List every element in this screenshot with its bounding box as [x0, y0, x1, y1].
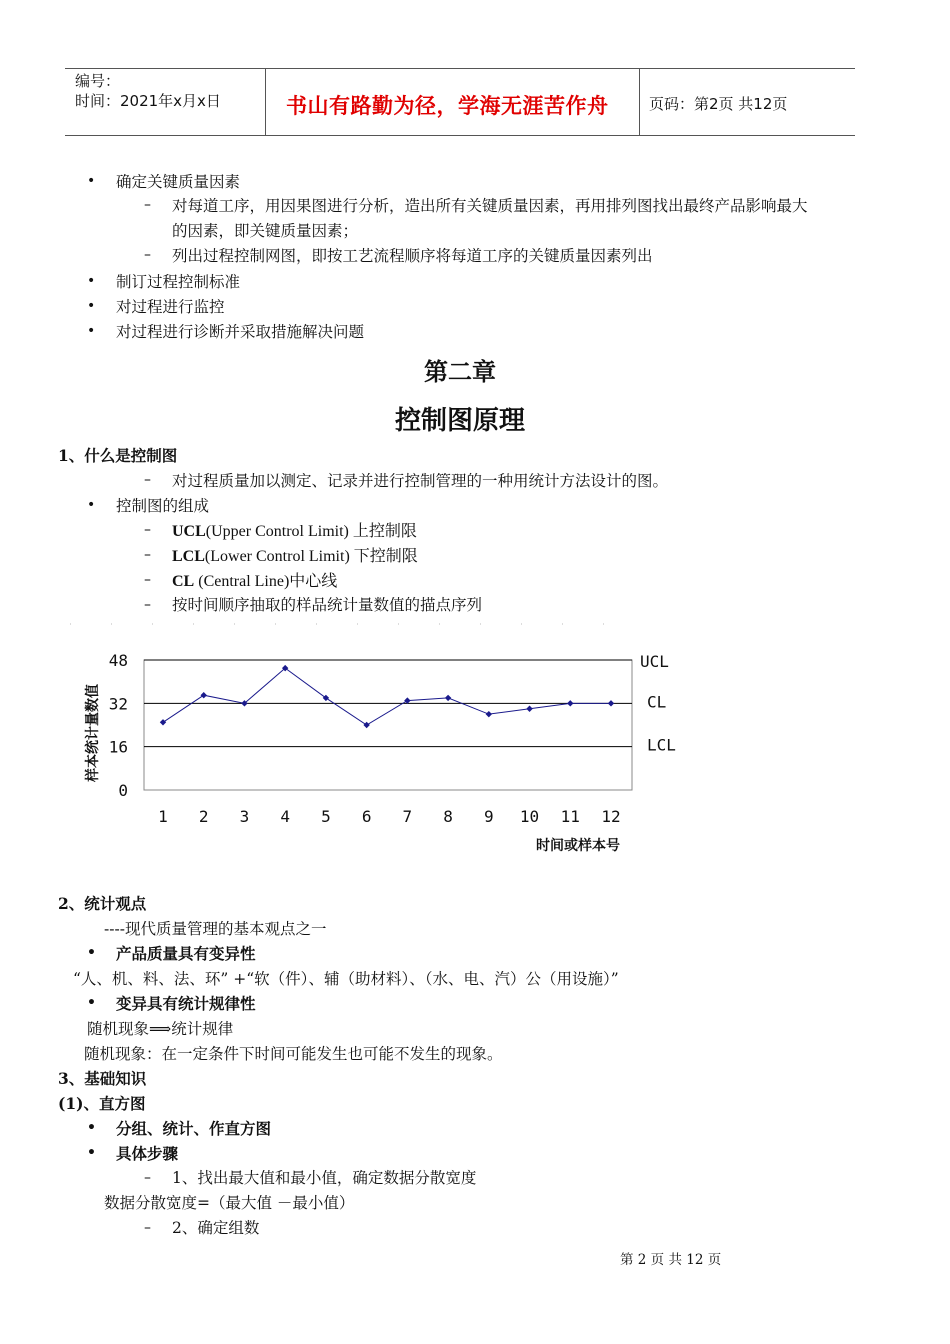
- x-tick-label: 10: [519, 807, 540, 826]
- section-heading: 1、什么是控制图: [58, 446, 178, 465]
- step-text: 2、确定组数: [172, 1219, 260, 1237]
- bullet-icon: •: [87, 298, 96, 314]
- bullet-icon: •: [87, 1145, 96, 1161]
- dash-icon: –: [144, 572, 151, 588]
- page-footer: 第 2 页 共 12 页: [620, 1252, 722, 1268]
- x-tick-label: 4: [280, 807, 291, 826]
- subsection-heading: (1)、直方图: [58, 1094, 146, 1113]
- list-subitem: 对每道工序，用因果图进行分析，造出所有关键质量因素，再用排列图找出最终产品影响最大: [172, 197, 808, 215]
- x-tick-label: 9: [483, 807, 494, 826]
- x-tick-label: 1: [158, 807, 168, 826]
- serial-label: 编号：: [75, 72, 121, 90]
- bullet-icon: •: [87, 945, 96, 961]
- ucl-abbrev: UCL: [172, 523, 206, 540]
- dash-icon: –: [144, 1220, 151, 1236]
- point-heading: 产品质量具有变异性: [116, 944, 256, 963]
- y-axis-title: 样本统计量数值: [85, 684, 101, 782]
- x-axis-title: 时间或样本号: [536, 838, 620, 854]
- dash-icon: –: [144, 597, 151, 613]
- bullet-icon: •: [87, 323, 96, 339]
- list-item: 对过程进行监控: [116, 298, 225, 316]
- dash-icon: –: [144, 472, 151, 488]
- y-tick-label: 16: [108, 737, 128, 757]
- y-tick-label: 0: [118, 781, 128, 800]
- list-item: 确定关键质量因素: [116, 173, 241, 191]
- data-point: [526, 706, 532, 712]
- time-label: 时间：2021年x月x日: [75, 92, 221, 110]
- x-tick-label: 6: [361, 807, 372, 826]
- cl-desc: (Central Line)中心线: [194, 573, 338, 590]
- data-point: [445, 695, 451, 701]
- ucl-item: [172, 518, 417, 541]
- list-item: 对过程进行诊断并采取措施解决问题: [116, 323, 365, 341]
- data-point: [363, 722, 369, 728]
- formula-text: 数据分散宽度=（最大值 －最小值）: [104, 1194, 355, 1212]
- dash-icon: –: [144, 1170, 151, 1186]
- x-tick-label: 2: [198, 807, 209, 826]
- dash-icon: –: [144, 247, 151, 263]
- list-item: 具体步骤: [116, 1144, 179, 1163]
- x-tick-label: 5: [321, 807, 331, 826]
- list-item: 分组、统计、作直方图: [116, 1119, 272, 1138]
- dash-icon: –: [144, 197, 151, 213]
- random-phenomenon-arrow: 随机现象⟹统计规律: [87, 1020, 234, 1038]
- list-subitem-continued: 的因素，即关键质量因素；: [172, 222, 359, 240]
- x-tick-label: 8: [443, 807, 453, 826]
- control-line-label: LCL: [647, 735, 676, 755]
- x-tick-label: 11: [560, 807, 580, 826]
- list-item: 制订过程控制标准: [116, 273, 241, 291]
- ucl-desc: (Upper Control Limit) 上控制限: [205, 523, 417, 540]
- header-divider-right: [639, 68, 640, 136]
- cl-abbrev: CL: [172, 573, 195, 590]
- y-tick-label: 48: [108, 651, 128, 670]
- section-heading: 2、统计观点: [58, 894, 147, 913]
- random-phenomenon-definition: 随机现象：在一定条件下时间可能发生也可能不发生的现象。: [84, 1045, 503, 1063]
- header-divider-left: [265, 68, 266, 136]
- section-subtitle: ----现代质量管理的基本观点之一: [104, 920, 327, 938]
- data-point: [567, 700, 573, 706]
- bullet-icon: •: [87, 995, 96, 1011]
- bullet-icon: •: [87, 497, 96, 513]
- bullet-icon: •: [87, 173, 96, 189]
- page-label: 页码：第2页 共12页: [649, 95, 788, 113]
- control-chart: [60, 620, 700, 860]
- lcl-item: [172, 543, 418, 566]
- bullet-icon: •: [87, 273, 96, 289]
- definition-text: 对过程质量加以测定、记录并进行控制管理的一种用统计方法设计的图。: [172, 472, 669, 490]
- dash-icon: –: [144, 522, 151, 538]
- chapter-title: 控制图原理: [394, 406, 525, 436]
- x-tick-label: 12: [601, 807, 621, 826]
- list-subitem: 列出过程控制网图，即按工艺流程顺序将每道工序的关键质量因素列出: [172, 247, 653, 265]
- control-line-label: CL: [647, 692, 667, 712]
- control-line-label: UCL: [640, 652, 669, 671]
- data-point: [201, 692, 207, 698]
- point-heading: 变异具有统计规律性: [116, 994, 256, 1013]
- series-line: [163, 668, 611, 725]
- plot-area-frame: [144, 660, 632, 790]
- x-tick-label: 7: [402, 807, 413, 826]
- data-point: [160, 719, 166, 725]
- header-bottom-border: [65, 135, 855, 136]
- x-tick-label: 3: [239, 807, 250, 826]
- list-item: 控制图的组成: [116, 497, 210, 515]
- bullet-icon: •: [87, 1120, 96, 1136]
- section-heading: 3、基础知识: [58, 1069, 147, 1088]
- dash-icon: –: [144, 547, 151, 563]
- point-detail: “人、机、料、法、环” +“软（件）、辅（助材料）、（水、电、汽）公（用设施）”: [73, 970, 619, 988]
- chapter-number: 第二章: [424, 358, 496, 386]
- cl-item: [172, 568, 337, 591]
- step-text: 1、找出最大值和最小值，确定数据分散宽度: [172, 1169, 477, 1187]
- lcl-abbrev: LCL: [172, 548, 205, 565]
- y-tick-label: 32: [108, 694, 128, 714]
- data-point: [608, 700, 614, 706]
- header-top-border: [65, 68, 855, 69]
- list-subitem: 按时间顺序抽取的样品统计量数值的描点序列: [172, 596, 483, 614]
- lcl-desc: (Lower Control Limit) 下控制限: [204, 548, 418, 565]
- data-point: [486, 711, 492, 717]
- motto-text: 书山有路勤为径，学海无涯苦作舟: [286, 94, 609, 118]
